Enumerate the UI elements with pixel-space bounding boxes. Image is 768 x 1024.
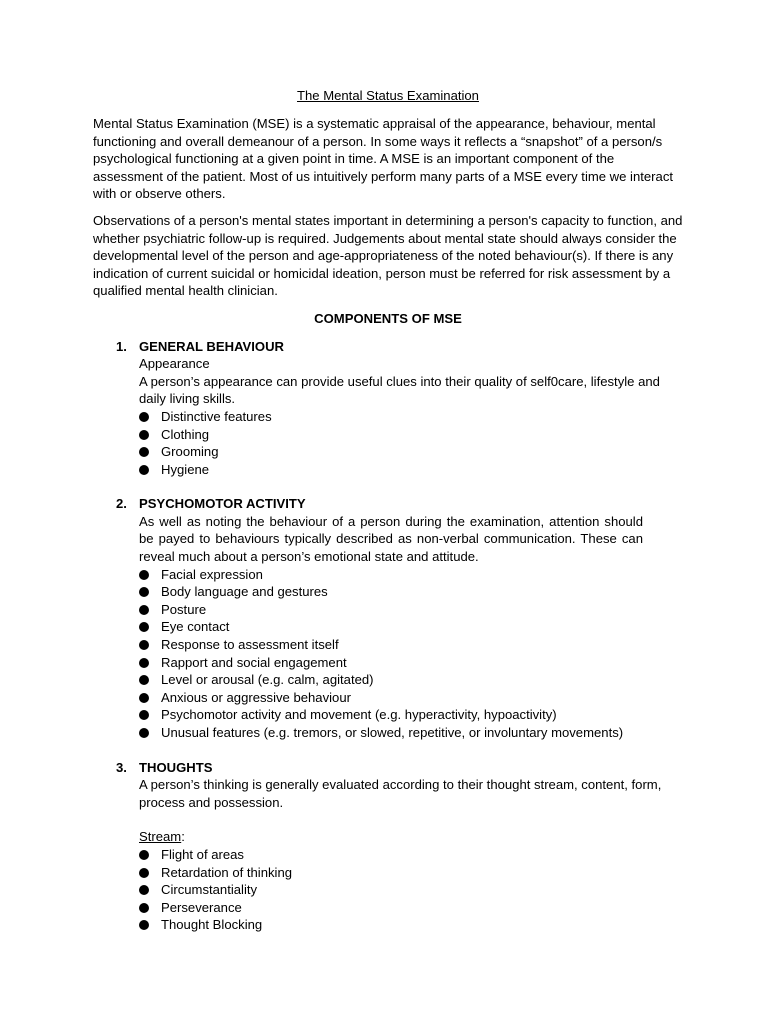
bullet-icon [139, 728, 149, 738]
bullet-icon [139, 868, 149, 878]
list-item: Eye contact [93, 618, 637, 636]
bullet-icon [139, 693, 149, 703]
list-item: Hygiene [93, 461, 637, 479]
list-item: Circumstantiality [93, 881, 637, 899]
bullet-list [93, 566, 637, 742]
list-item: Flight of areas [93, 846, 637, 864]
bullet-icon [139, 920, 149, 930]
section-general-behaviour [93, 338, 683, 479]
section-text: As well as noting the behaviour of a person during the examination, attention should be payed to behaviours typically described as non-verbal communication. These can reveal much about a person’s emotional state and attitude. [139, 513, 643, 565]
bullet-list [93, 846, 637, 934]
list-item: Level or arousal (e.g. calm, agitated) [93, 671, 637, 689]
list-item: Retardation of thinking [93, 864, 637, 882]
section-number: 2. [116, 496, 127, 512]
bullet-icon [139, 710, 149, 720]
list-item: Distinctive features [93, 408, 637, 426]
list-item: Grooming [93, 443, 637, 461]
list-item: Unusual features (e.g. tremors, or slowed, repetitive, or involuntary movements) [93, 724, 637, 742]
section-number: 1. [116, 338, 127, 354]
section-psychomotor-activity [93, 495, 683, 741]
bullet-icon [139, 447, 149, 457]
list-item: Anxious or aggressive behaviour [93, 689, 637, 707]
list-item: Rapport and social engagement [93, 654, 637, 672]
list-item: Response to assessment itself [93, 636, 637, 654]
bullet-icon [139, 465, 149, 475]
bullet-icon [139, 605, 149, 615]
section-number: 3. [116, 759, 127, 775]
list-item: Clothing [93, 426, 637, 444]
bullet-icon [139, 675, 149, 685]
intro-paragraph-2: Observations of a person's mental states important in determining a person's capacity to function, and whether psychiatric follow-up is required. Judgements about mental state should always consider the developmental level of the person and age-appropriateness of the noted behaviour(s). If there is any indication of current suicidal or homicidal ideation, person must be referred for risk assessment by a qualified mental health clinician. [93, 212, 683, 299]
list-item: Facial expression [93, 566, 637, 584]
stream-label: Stream: [139, 829, 185, 845]
document-page [93, 87, 683, 934]
bullet-icon [139, 885, 149, 895]
components-heading: COMPONENTS OF MSE [314, 310, 462, 326]
bullet-icon [139, 570, 149, 580]
intro-paragraph-1: Mental Status Examination (MSE) is a systematic appraisal of the appearance, behaviour, mental functioning and overall demeanour of a person. In some ways it reflects a “snapshot” of a person/s psychological functioning at a given point in time. A MSE is an important component of the assessment of the patient. Most of us intuitively perform many parts of a MSE every time we interact with or observe others. [93, 116, 673, 202]
section-text: A person’s appearance can provide useful clues into their quality of self0care, lifestyle and daily living skills. [139, 373, 660, 407]
list-item: Psychomotor activity and movement (e.g. hyperactivity, hypoactivity) [93, 706, 637, 724]
list-item: Thought Blocking [93, 916, 637, 934]
bullet-icon [139, 430, 149, 440]
list-item: Body language and gestures [93, 583, 637, 601]
bullet-icon [139, 640, 149, 650]
bullet-icon [139, 850, 149, 860]
bullet-icon [139, 622, 149, 632]
list-item: Perseverance [93, 899, 637, 917]
section-thoughts [93, 759, 683, 934]
section-subtitle: Appearance [139, 356, 210, 372]
document-title: The Mental Status Examination [297, 88, 479, 103]
bullet-icon [139, 903, 149, 913]
list-item: Posture [93, 601, 637, 619]
bullet-icon [139, 658, 149, 668]
section-title: THOUGHTS [139, 759, 213, 775]
section-title: GENERAL BEHAVIOUR [139, 338, 285, 354]
section-text: A person’s thinking is generally evaluated according to their thought stream, content, form, process and possession. [139, 777, 662, 810]
bullet-icon [139, 412, 149, 422]
bullet-icon [139, 587, 149, 597]
section-title: PSYCHOMOTOR ACTIVITY [139, 496, 306, 512]
bullet-list [93, 408, 637, 478]
